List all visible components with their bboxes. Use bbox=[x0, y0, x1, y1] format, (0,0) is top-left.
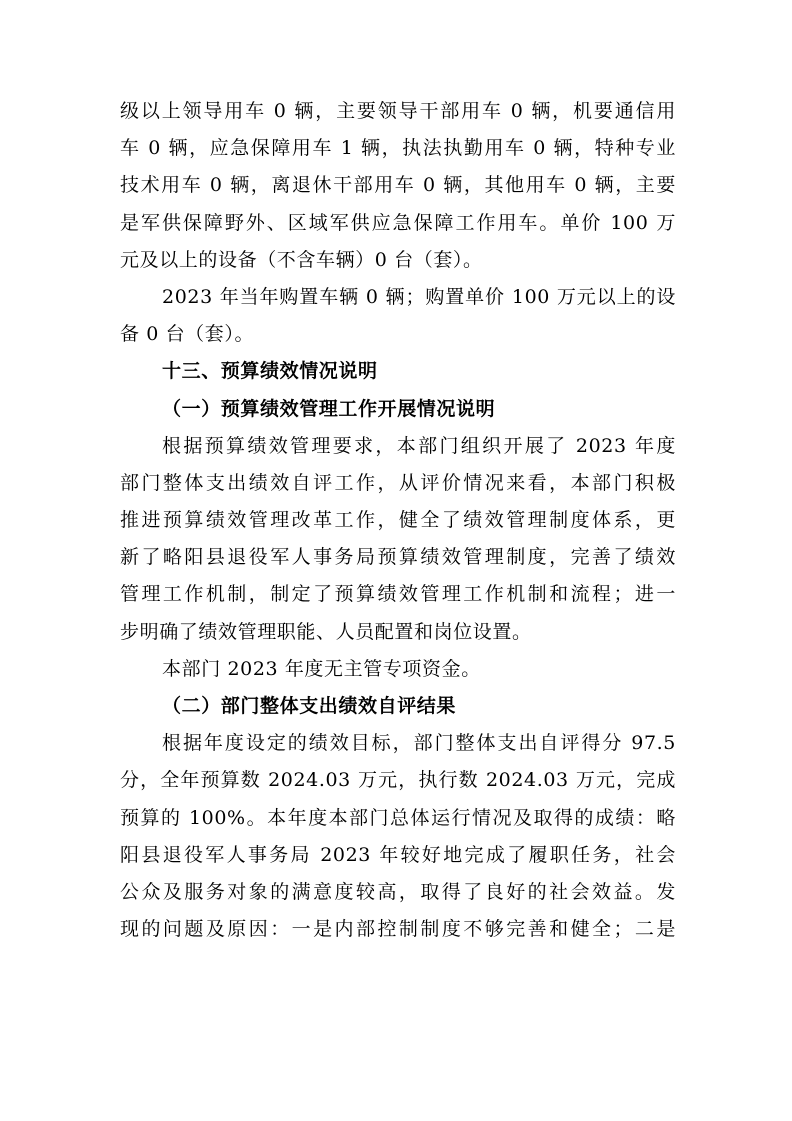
paragraph-line: 步明确了绩效管理职能、人员配置和岗位设置。 bbox=[120, 620, 532, 643]
section-heading: 十三、预算绩效情况说明 bbox=[162, 360, 378, 383]
paragraph-line: 管理工作机制，制定了预算绩效管理工作机制和流程；进一 bbox=[120, 583, 676, 606]
paragraph-line: 车 0 辆，应急保障用车 1 辆，执法执勤用车 0 辆，特种专业 bbox=[120, 137, 676, 160]
paragraph-line: 级以上领导用车 0 辆，主要领导干部用车 0 辆，机要通信用 bbox=[120, 100, 676, 122]
paragraph-line: 推进预算绩效管理改革工作，健全了绩效管理制度体系，更 bbox=[120, 509, 676, 532]
paragraph-line: 是军供保障野外、区域军供应急保障工作用车。单价 100 万 bbox=[120, 211, 676, 234]
paragraph-line: 元及以上的设备（不含车辆）0 台（套）。 bbox=[120, 248, 483, 271]
paragraph-line: 阳县退役军人事务局 2023 年较好地完成了履职任务，社会 bbox=[120, 843, 676, 866]
paragraph-line: 现的问题及原因：一是内部控制制度不够完善和健全；二是 bbox=[120, 918, 676, 941]
subsection-heading: （一）预算绩效管理工作开展情况说明 bbox=[162, 397, 496, 420]
paragraph-line: 技术用车 0 辆，离退休干部用车 0 辆，其他用车 0 辆，主要 bbox=[120, 174, 676, 197]
document-body bbox=[120, 93, 676, 948]
subsection-heading: （二）部门整体支出绩效自评结果 bbox=[162, 695, 457, 717]
paragraph-line: 本部门 2023 年度无主管专项资金。 bbox=[162, 657, 481, 680]
paragraph-line: 公众及服务对象的满意度较高，取得了良好的社会效益。发 bbox=[120, 880, 676, 903]
paragraph-line: 根据年度设定的绩效目标，部门整体支出自评得分 97.5 bbox=[162, 732, 676, 755]
paragraph-line: 部门整体支出绩效自评工作，从评价情况来看，本部门积极 bbox=[120, 471, 676, 494]
paragraph-line: 2023 年当年购置车辆 0 辆；购置单价 100 万元以上的设 bbox=[162, 285, 676, 308]
paragraph-line: 预算的 100%。本年度本部门总体运行情况及取得的成绩：略 bbox=[120, 806, 676, 829]
paragraph-line: 根据预算绩效管理要求，本部门组织开展了 2023 年度 bbox=[162, 434, 676, 457]
paragraph-line: 分，全年预算数 2024.03 万元，执行数 2024.03 万元，完成 bbox=[120, 769, 676, 792]
paragraph-line: 备 0 台（套）。 bbox=[120, 323, 255, 346]
paragraph-line: 新了略阳县退役军人事务局预算绩效管理制度，完善了绩效 bbox=[120, 546, 676, 569]
